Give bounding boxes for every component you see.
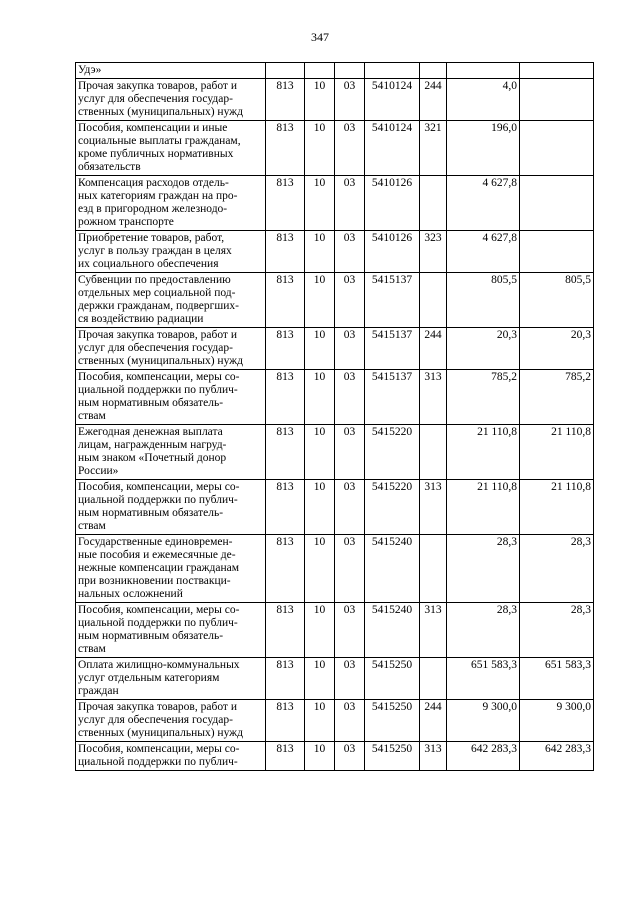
table-row — [76, 535, 594, 603]
ministry-code-cell: 813 — [266, 658, 305, 700]
expense-type-cell: 244 — [420, 700, 447, 742]
item-name-line: услуг в пользу граждан в целях — [78, 245, 232, 257]
item-name-line: ным нормативным обязатель- — [78, 630, 224, 642]
subsection-code-cell: 03 — [335, 658, 365, 700]
subsection-code-cell: 03 — [335, 425, 365, 480]
table-row — [76, 480, 594, 535]
table-row — [76, 176, 594, 231]
table-row — [76, 658, 594, 700]
subsection-code-cell: 03 — [335, 231, 365, 273]
item-name-cell — [76, 370, 266, 425]
item-name-line: услуг для обеспечения государ- — [78, 342, 233, 354]
subsection-code-cell: 03 — [335, 742, 365, 771]
item-name-line: граждан — [78, 685, 119, 697]
table-row — [76, 370, 594, 425]
table-row — [76, 700, 594, 742]
ministry-code-cell: 813 — [266, 176, 305, 231]
expense-type-cell — [420, 425, 447, 480]
expense-type-cell: 321 — [420, 121, 447, 176]
section-code-cell: 10 — [305, 79, 335, 121]
subsection-code-cell: 03 — [335, 273, 365, 328]
target-article-cell: 5415137 — [365, 370, 420, 425]
target-article-cell: 5415240 — [365, 603, 420, 658]
expense-type-cell — [420, 63, 447, 79]
ministry-code-cell: 813 — [266, 603, 305, 658]
item-name-line: ным нормативным обязатель- — [78, 397, 224, 409]
expense-type-cell: 313 — [420, 742, 447, 771]
target-article-cell: 5415250 — [365, 658, 420, 700]
item-name-line: Приобретение товаров, работ, — [78, 232, 225, 244]
item-name-line: ственных (муниципальных) нужд — [78, 355, 243, 367]
ministry-code-cell: 813 — [266, 273, 305, 328]
amount-total-cell: 651 583,3 — [447, 658, 520, 700]
section-code-cell: 10 — [305, 328, 335, 370]
item-name-line: обязательств — [78, 161, 141, 173]
amount-federal-cell: 651 583,3 — [520, 658, 594, 700]
table-row — [76, 425, 594, 480]
target-article-cell: 5415250 — [365, 700, 420, 742]
amount-total-cell: 20,3 — [447, 328, 520, 370]
expense-type-cell: 244 — [420, 328, 447, 370]
item-name-line: их социального обеспечения — [78, 258, 219, 270]
item-name-line: нежные компенсации гражданам — [78, 562, 239, 574]
item-name-cell — [76, 480, 266, 535]
amount-total-cell: 4 627,8 — [447, 176, 520, 231]
subsection-code-cell: 03 — [335, 328, 365, 370]
amount-total-cell: 21 110,8 — [447, 425, 520, 480]
budget-table — [75, 62, 594, 771]
item-name-line: Прочая закупка товаров, работ и — [78, 701, 237, 713]
item-name-cell — [76, 79, 266, 121]
expense-type-cell — [420, 176, 447, 231]
amount-federal-cell: 805,5 — [520, 273, 594, 328]
amount-federal-cell: 642 283,3 — [520, 742, 594, 771]
amount-federal-cell: 21 110,8 — [520, 480, 594, 535]
target-article-cell: 5410126 — [365, 231, 420, 273]
ministry-code-cell: 813 — [266, 328, 305, 370]
item-name-line: Прочая закупка товаров, работ и — [78, 329, 237, 341]
section-code-cell — [305, 63, 335, 79]
item-name-cell — [76, 658, 266, 700]
amount-federal-cell: 21 110,8 — [520, 425, 594, 480]
section-code-cell: 10 — [305, 273, 335, 328]
item-name-line: лицам, награжденным нагруд- — [78, 439, 227, 451]
subsection-code-cell: 03 — [335, 176, 365, 231]
item-name-line: услуг для обеспечения государ- — [78, 714, 233, 726]
item-name-line: ся воздействию радиации — [78, 313, 204, 325]
amount-federal-cell: 20,3 — [520, 328, 594, 370]
target-article-cell: 5415240 — [365, 535, 420, 603]
amount-total-cell: 196,0 — [447, 121, 520, 176]
expense-type-cell: 313 — [420, 603, 447, 658]
amount-federal-cell — [520, 79, 594, 121]
item-name-line: рожном транспорте — [78, 216, 174, 228]
item-name-cell — [76, 603, 266, 658]
target-article-cell: 5415137 — [365, 273, 420, 328]
amount-total-cell: 4 627,8 — [447, 231, 520, 273]
item-name-line: ных категориям граждан на про- — [78, 190, 238, 202]
target-article-cell: 5415137 — [365, 328, 420, 370]
item-name-line: Государственные единовремен- — [78, 536, 233, 548]
page-number: 347 — [311, 30, 329, 44]
amount-federal-cell — [520, 176, 594, 231]
table-row — [76, 231, 594, 273]
item-name-line: циальной поддержки по публич- — [78, 756, 238, 768]
table-row — [76, 121, 594, 176]
item-name-line: при возникновении поствакци- — [78, 575, 231, 587]
subsection-code-cell: 03 — [335, 603, 365, 658]
item-name-line: Оплата жилищно-коммунальных — [78, 659, 240, 671]
section-code-cell: 10 — [305, 535, 335, 603]
subsection-code-cell: 03 — [335, 370, 365, 425]
item-name-line: циальной поддержки по публич- — [78, 494, 238, 506]
subsection-code-cell: 03 — [335, 700, 365, 742]
item-name-cell — [76, 176, 266, 231]
target-article-cell: 5415220 — [365, 425, 420, 480]
expense-type-cell — [420, 658, 447, 700]
amount-federal-cell — [520, 63, 594, 79]
item-name-line: Пособия, компенсации и иные — [78, 122, 228, 134]
item-name-line: Пособия, компенсации, меры со- — [78, 743, 240, 755]
item-name-line: ствам — [78, 520, 106, 532]
table-row — [76, 742, 594, 771]
ministry-code-cell: 813 — [266, 700, 305, 742]
amount-total-cell: 785,2 — [447, 370, 520, 425]
ministry-code-cell: 813 — [266, 79, 305, 121]
amount-total-cell: 642 283,3 — [447, 742, 520, 771]
item-name-line: отдельных мер социальной под- — [78, 287, 236, 299]
target-article-cell — [365, 63, 420, 79]
item-name-line: нальных осложнений — [78, 588, 183, 600]
item-name-line: циальной поддержки по публич- — [78, 384, 238, 396]
item-name-line: Ежегодная денежная выплата — [78, 426, 223, 438]
expense-type-cell — [420, 273, 447, 328]
item-name-line: Пособия, компенсации, меры со- — [78, 604, 240, 616]
item-name-line: Прочая закупка товаров, работ и — [78, 80, 237, 92]
subsection-code-cell: 03 — [335, 121, 365, 176]
ministry-code-cell: 813 — [266, 742, 305, 771]
target-article-cell: 5415220 — [365, 480, 420, 535]
item-name-cell — [76, 63, 266, 79]
ministry-code-cell: 813 — [266, 535, 305, 603]
amount-total-cell: 21 110,8 — [447, 480, 520, 535]
table-body — [76, 63, 594, 771]
item-name-line: ным нормативным обязатель- — [78, 507, 224, 519]
expense-type-cell — [420, 535, 447, 603]
amount-total-cell: 805,5 — [447, 273, 520, 328]
expense-type-cell: 244 — [420, 79, 447, 121]
section-code-cell: 10 — [305, 658, 335, 700]
section-code-cell: 10 — [305, 742, 335, 771]
table-row — [76, 273, 594, 328]
subsection-code-cell — [335, 63, 365, 79]
item-name-cell — [76, 535, 266, 603]
expense-type-cell: 313 — [420, 480, 447, 535]
amount-federal-cell: 28,3 — [520, 535, 594, 603]
section-code-cell: 10 — [305, 121, 335, 176]
item-name-line: Пособия, компенсации, меры со- — [78, 481, 240, 493]
section-code-cell: 10 — [305, 480, 335, 535]
item-name-line: социальные выплаты гражданам, — [78, 135, 241, 147]
item-name-line: кроме публичных нормативных — [78, 148, 234, 160]
amount-total-cell: 4,0 — [447, 79, 520, 121]
amount-total-cell — [447, 63, 520, 79]
item-name-cell — [76, 231, 266, 273]
table-row — [76, 79, 594, 121]
item-name-line: ным знаком «Почетный донор — [78, 452, 227, 464]
expense-type-cell: 313 — [420, 370, 447, 425]
target-article-cell: 5410126 — [365, 176, 420, 231]
section-code-cell: 10 — [305, 176, 335, 231]
amount-federal-cell — [520, 121, 594, 176]
item-name-line: Субвенции по предоставлению — [78, 274, 231, 286]
item-name-line: ственных (муниципальных) нужд — [78, 727, 243, 739]
amount-federal-cell: 9 300,0 — [520, 700, 594, 742]
ministry-code-cell: 813 — [266, 425, 305, 480]
amount-total-cell: 28,3 — [447, 603, 520, 658]
item-name-cell — [76, 700, 266, 742]
table-row — [76, 63, 594, 79]
item-name-line: Удэ» — [78, 64, 102, 76]
ministry-code-cell: 813 — [266, 370, 305, 425]
target-article-cell: 5410124 — [365, 79, 420, 121]
item-name-cell — [76, 121, 266, 176]
item-name-cell — [76, 742, 266, 771]
item-name-line: ственных (муниципальных) нужд — [78, 106, 243, 118]
item-name-line: России» — [78, 465, 119, 477]
amount-total-cell: 9 300,0 — [447, 700, 520, 742]
item-name-line: ствам — [78, 643, 106, 655]
item-name-line: услуг для обеспечения государ- — [78, 93, 233, 105]
amount-federal-cell — [520, 231, 594, 273]
item-name-line: услуг отдельным категориям — [78, 672, 220, 684]
item-name-cell — [76, 273, 266, 328]
subsection-code-cell: 03 — [335, 535, 365, 603]
item-name-line: держки гражданам, подвергших- — [78, 300, 239, 312]
section-code-cell: 10 — [305, 231, 335, 273]
section-code-cell: 10 — [305, 425, 335, 480]
section-code-cell: 10 — [305, 370, 335, 425]
item-name-line: езд в пригородном железнодо- — [78, 203, 228, 215]
item-name-cell — [76, 425, 266, 480]
item-name-cell — [76, 328, 266, 370]
section-code-cell: 10 — [305, 603, 335, 658]
item-name-line: ствам — [78, 410, 106, 422]
ministry-code-cell: 813 — [266, 231, 305, 273]
target-article-cell: 5415250 — [365, 742, 420, 771]
ministry-code-cell: 813 — [266, 480, 305, 535]
item-name-line: циальной поддержки по публич- — [78, 617, 238, 629]
ministry-code-cell — [266, 63, 305, 79]
item-name-line: Пособия, компенсации, меры со- — [78, 371, 240, 383]
table-row — [76, 328, 594, 370]
amount-total-cell: 28,3 — [447, 535, 520, 603]
amount-federal-cell: 785,2 — [520, 370, 594, 425]
expense-type-cell: 323 — [420, 231, 447, 273]
ministry-code-cell: 813 — [266, 121, 305, 176]
item-name-line: Компенсация расходов отдель- — [78, 177, 229, 189]
subsection-code-cell: 03 — [335, 480, 365, 535]
item-name-line: ные пособия и ежемесячные де- — [78, 549, 236, 561]
table-row — [76, 603, 594, 658]
amount-federal-cell: 28,3 — [520, 603, 594, 658]
section-code-cell: 10 — [305, 700, 335, 742]
subsection-code-cell: 03 — [335, 79, 365, 121]
target-article-cell: 5410124 — [365, 121, 420, 176]
